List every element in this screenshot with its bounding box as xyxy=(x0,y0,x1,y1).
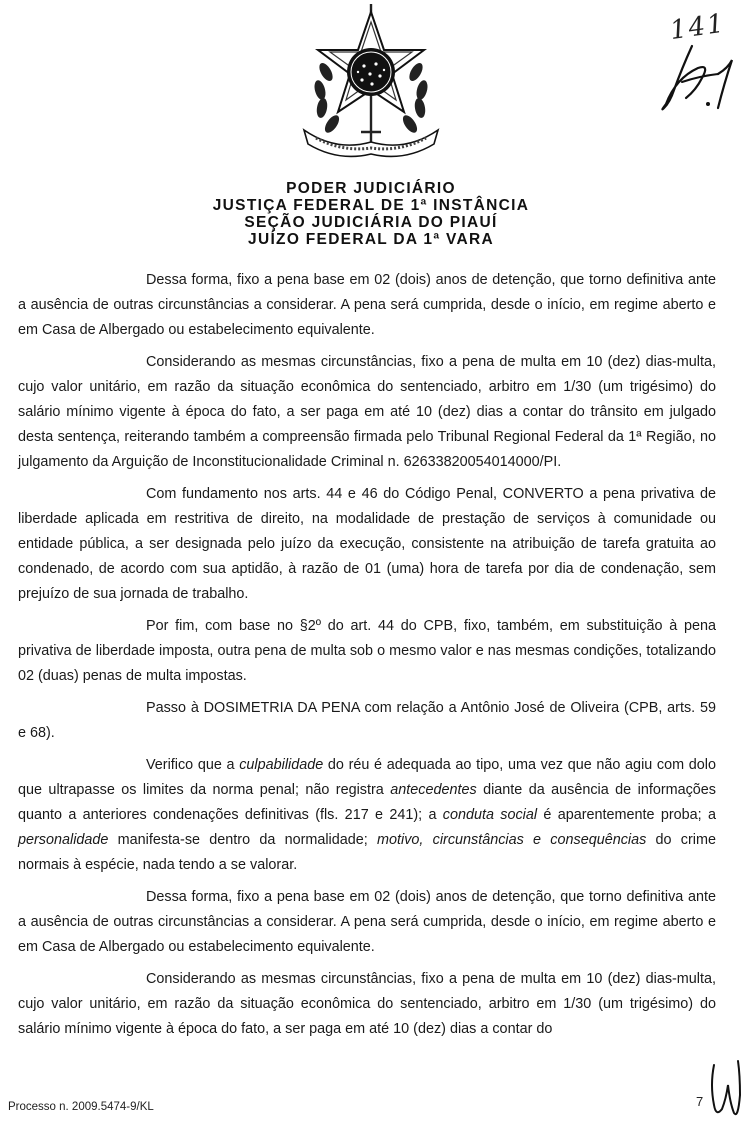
handwritten-margin-mark-icon xyxy=(708,1055,742,1127)
paragraph-text: Passo à DOSIMETRIA DA PENA com relação a Antônio José de Oliveira (CPB, arts. 59 e 68). xyxy=(18,700,716,741)
paragraph-text: Dessa forma, fixo a pena base em 02 (dois) anos de detenção, que torno definitiva ante a ausência de outras circunstâncias a considerar. A pena será cumprida, desde o início, em regime aberto e em Casa de Albergado ou estabelecimento equivalente. xyxy=(18,889,716,955)
sentence-body xyxy=(18,268,716,1042)
paragraph xyxy=(18,885,716,960)
header-line: JUSTIÇA FEDERAL DE 1ª INSTÂNCIA xyxy=(212,197,530,214)
header-line: PODER JUDICIÁRIO xyxy=(286,180,456,197)
paragraph xyxy=(18,350,716,475)
paragraph xyxy=(18,268,716,343)
paragraph xyxy=(18,967,716,1042)
handwritten-initials-icon xyxy=(652,38,742,118)
handwritten-page-number: 141 xyxy=(668,8,728,47)
paragraph-text: do réu é adequada ao tipo, uma vez que não agiu com dolo que ultrapasse os limites da norma penal; não registra xyxy=(18,757,716,798)
process-number: Processo n. 2009.5474-9/KL xyxy=(8,1101,154,1113)
paragraph-text: do crime normais à espécie, nada tendo a se valorar. xyxy=(18,832,716,873)
paragraph-text: manifesta-se dentro da normalidade; xyxy=(108,832,378,848)
brazil-coat-of-arms-icon xyxy=(296,2,446,162)
paragraph-text: Verifico que a xyxy=(146,757,240,773)
paragraph xyxy=(18,614,716,689)
paragraph xyxy=(18,482,716,607)
paragraph xyxy=(18,696,716,746)
page-number: 7 xyxy=(696,1094,704,1109)
italic-term: culpabilidade xyxy=(239,757,324,773)
paragraph xyxy=(18,753,716,878)
paragraph-text: Considerando as mesmas circunstâncias, fixo a pena de multa em 10 (dez) dias-multa, cujo valor unitário, em razão da situação econômica do sentenciado, arbitro em 1/30 (um trigésimo) do salário mínimo vigente à época do fato, a ser paga em até 10 (dez) dias a contar do xyxy=(18,971,716,1037)
court-header xyxy=(0,180,742,248)
paragraph-text: Dessa forma, fixo a pena base em 02 (dois) anos de detenção, que torno definitiva ante a ausência de outras circunstâncias a considerar. A pena será cumprida, desde o início, em regime aberto e em Casa de Albergado ou estabelecimento equivalente. xyxy=(18,272,716,338)
paragraph-text: Considerando as mesmas circunstâncias, fixo a pena de multa em 10 (dez) dias-multa, cujo valor unitário, em razão da situação econômica do sentenciado, arbitro em 1/30 (um trigésimo) do salário mínimo vigente à época do fato, a ser paga em até 10 (dez) dias a contar do trânsito em julgado desta sentença, reiterando também a compreensão firmada pelo Tribunal Regional Federal da 1ª Região, no julgamento da Arguição de Inconstitucionalidade Criminal n. 62633820054014000/PI. xyxy=(18,354,716,470)
paragraph-text: Por fim, com base no §2º do art. 44 do CPB, fixo, também, em substituição à pena privativa de liberdade imposta, outra pena de multa sob o mesmo valor e nas mesmas condições, totalizando 02 (duas) penas de multa impostas. xyxy=(18,618,716,684)
header-line: SEÇÃO JUDICIÁRIA DO PIAUÍ xyxy=(244,214,498,231)
italic-term: antecedentes xyxy=(390,782,477,798)
paragraph-text: Com fundamento nos arts. 44 e 46 do Código Penal, CONVERTO a pena privativa de liberdade aplicada em restritiva de direito, na modalidade de prestação de serviços à comunidade ou entidade pública, a ser designada pelo juízo da execução, consistente na atribuição de tarefa gratuita ao condenado, de acordo com sua aptidão, à razão de 01 (uma) hora de tarefa por dia de condenação, sem prejuízo de sua jornada de trabalho. xyxy=(18,486,716,602)
paragraph-text: diante da ausência de informações quanto a anteriores condenações definitivas (fls. 217 e 241); a xyxy=(18,782,716,823)
italic-term: motivo, circunstâncias e consequências xyxy=(377,832,647,848)
paragraph-text: é aparentemente proba; a xyxy=(537,807,716,823)
header-line: JUÍZO FEDERAL DA 1ª VARA xyxy=(248,231,494,248)
italic-term: conduta social xyxy=(442,807,538,823)
italic-term: personalidade xyxy=(18,832,109,848)
